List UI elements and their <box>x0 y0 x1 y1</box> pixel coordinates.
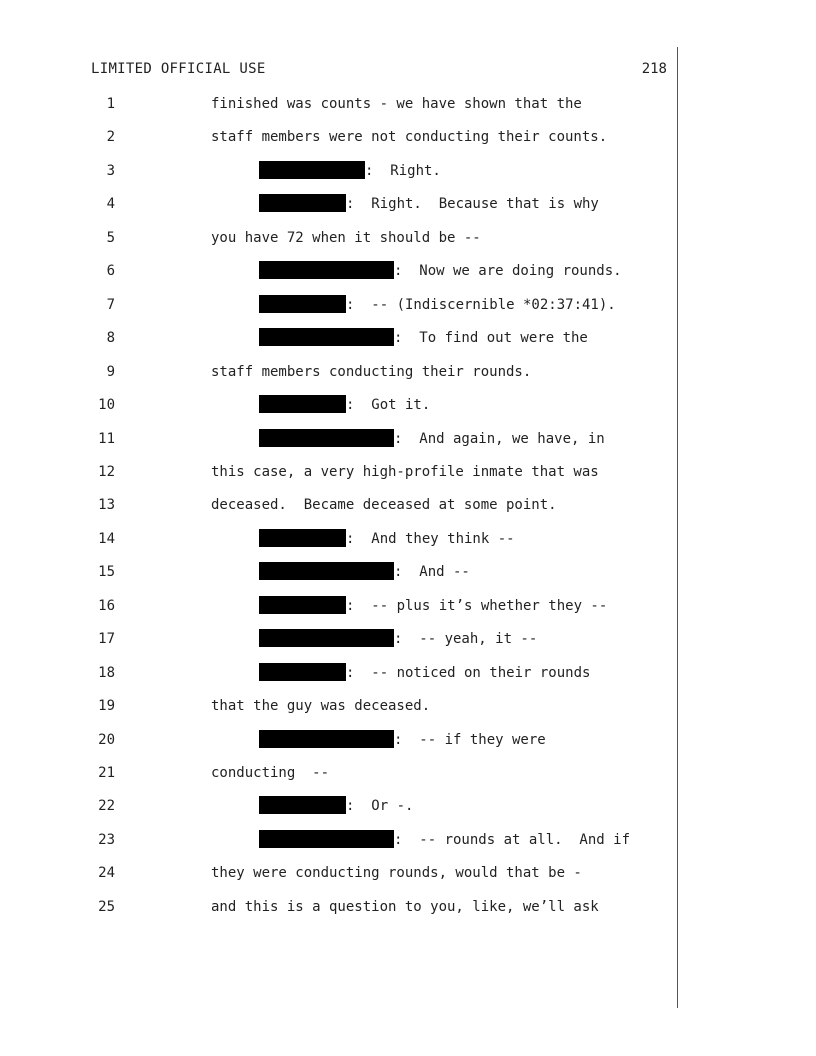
classification-header: LIMITED OFFICIAL USE <box>91 61 266 77</box>
line-text <box>211 761 329 785</box>
speaker-line-text <box>259 259 622 283</box>
line-number: 17 <box>98 631 115 648</box>
transcript-line <box>0 460 816 484</box>
redacted-speaker-name <box>259 830 394 848</box>
speaker-line-text <box>259 661 590 685</box>
line-number: 12 <box>98 463 115 480</box>
transcript-line <box>0 427 816 451</box>
transcript-line <box>0 125 816 149</box>
spoken-text: : Right. Because that is why <box>346 196 599 213</box>
line-number: 8 <box>106 330 115 347</box>
spoken-text: : To find out were the <box>394 330 588 347</box>
spoken-text: that the guy was deceased. <box>211 698 431 715</box>
spoken-text: : -- rounds at all. And if <box>394 831 631 848</box>
transcript-line <box>0 226 816 250</box>
line-number: 10 <box>98 397 115 414</box>
redacted-speaker-name <box>259 629 394 647</box>
line-number: 1 <box>106 96 115 112</box>
line-number: 7 <box>106 296 115 313</box>
redacted-speaker-name <box>259 596 346 614</box>
spoken-text: : -- (Indiscernible *02:37:41). <box>346 296 616 313</box>
page-number: 218 <box>641 61 667 77</box>
transcript-line <box>0 728 816 752</box>
speaker-line-text <box>259 427 605 451</box>
transcript-line <box>0 393 816 417</box>
redacted-speaker-name <box>259 161 365 179</box>
spoken-text: this case, a very high-profile inmate that was <box>211 463 599 480</box>
line-text <box>211 493 557 517</box>
spoken-text: you have 72 when it should be -- <box>211 229 481 246</box>
transcript-line <box>0 259 816 283</box>
line-number: 2 <box>106 129 115 146</box>
transcript-line <box>0 895 816 919</box>
redacted-speaker-name <box>259 261 394 279</box>
transcript-line <box>0 761 816 785</box>
speaker-line-text <box>259 728 546 752</box>
line-number: 5 <box>106 229 115 246</box>
spoken-text: they were conducting rounds, would that be - <box>211 865 582 882</box>
speaker-line-text <box>259 627 537 651</box>
transcript-line <box>0 360 816 384</box>
transcript-line <box>0 192 816 216</box>
transcript-line <box>0 527 816 551</box>
line-text <box>211 226 481 250</box>
spoken-text: : -- if they were <box>394 731 546 748</box>
transcript-line <box>0 326 816 350</box>
speaker-line-text <box>259 293 616 317</box>
speaker-line-text <box>259 560 470 584</box>
speaker-line-text <box>259 527 515 551</box>
spoken-text: staff members were not conducting their counts. <box>211 129 608 146</box>
spoken-text: : -- yeah, it -- <box>394 631 538 648</box>
speaker-line-text <box>259 828 630 852</box>
redacted-speaker-name <box>259 796 346 814</box>
line-number: 16 <box>98 597 115 614</box>
redacted-speaker-name <box>259 194 346 212</box>
transcript-line <box>0 694 816 718</box>
speaker-line-text <box>259 326 588 350</box>
line-text <box>211 92 582 116</box>
spoken-text: : Or -. <box>346 798 414 815</box>
line-number: 22 <box>98 798 115 815</box>
transcript-line <box>0 594 816 618</box>
speaker-line-text <box>259 192 599 216</box>
line-text <box>211 125 607 149</box>
line-number: 24 <box>98 865 115 882</box>
transcript-line <box>0 828 816 852</box>
speaker-line-text <box>259 393 430 417</box>
transcript-line <box>0 493 816 517</box>
speaker-line-text <box>259 594 607 618</box>
transcript-line <box>0 560 816 584</box>
transcript-line <box>0 661 816 685</box>
line-number: 19 <box>98 698 115 715</box>
redacted-speaker-name <box>259 529 346 547</box>
line-text <box>211 861 582 885</box>
spoken-text: : -- plus it’s whether they -- <box>346 597 608 614</box>
transcript-line <box>0 861 816 885</box>
line-number: 21 <box>98 765 115 781</box>
line-number: 6 <box>106 263 115 280</box>
line-text <box>211 694 430 718</box>
line-number: 14 <box>98 530 115 547</box>
line-number: 13 <box>98 497 115 514</box>
spoken-text: finished was counts - we have shown that the <box>211 96 582 112</box>
spoken-text: : And they think -- <box>346 530 515 547</box>
redacted-speaker-name <box>259 429 394 447</box>
redacted-speaker-name <box>259 562 394 580</box>
transcript-line <box>0 627 816 651</box>
spoken-text: : And again, we have, in <box>394 430 605 447</box>
spoken-text: staff members conducting their rounds. <box>211 363 532 380</box>
redacted-speaker-name <box>259 663 346 681</box>
spoken-text: and this is a question to you, like, we’ll ask <box>211 898 599 915</box>
line-number: 20 <box>98 731 115 748</box>
transcript-line <box>0 159 816 183</box>
spoken-text: conducting -- <box>211 765 330 781</box>
transcript-line <box>0 794 816 818</box>
transcript-line <box>0 293 816 317</box>
redacted-speaker-name <box>259 328 394 346</box>
line-number: 4 <box>106 196 115 213</box>
spoken-text: : And -- <box>394 564 470 581</box>
spoken-text: : Right. <box>365 162 441 179</box>
spoken-text: : Now we are doing rounds. <box>394 263 622 280</box>
line-text <box>211 895 599 919</box>
line-number: 18 <box>98 664 115 681</box>
line-number: 15 <box>98 564 115 581</box>
line-number: 11 <box>98 430 115 447</box>
line-number: 3 <box>106 162 115 179</box>
redacted-speaker-name <box>259 295 346 313</box>
redacted-speaker-name <box>259 395 346 413</box>
redacted-speaker-name <box>259 730 394 748</box>
line-text <box>211 360 531 384</box>
spoken-text: : -- noticed on their rounds <box>346 664 591 681</box>
spoken-text: : Got it. <box>346 397 431 414</box>
transcript-line <box>0 92 816 116</box>
speaker-line-text <box>259 159 441 183</box>
line-number: 9 <box>106 363 115 380</box>
speaker-line-text <box>259 794 413 818</box>
line-number: 23 <box>98 831 115 848</box>
spoken-text: deceased. Became deceased at some point. <box>211 497 557 514</box>
line-text <box>211 460 599 484</box>
line-number: 25 <box>98 898 115 915</box>
